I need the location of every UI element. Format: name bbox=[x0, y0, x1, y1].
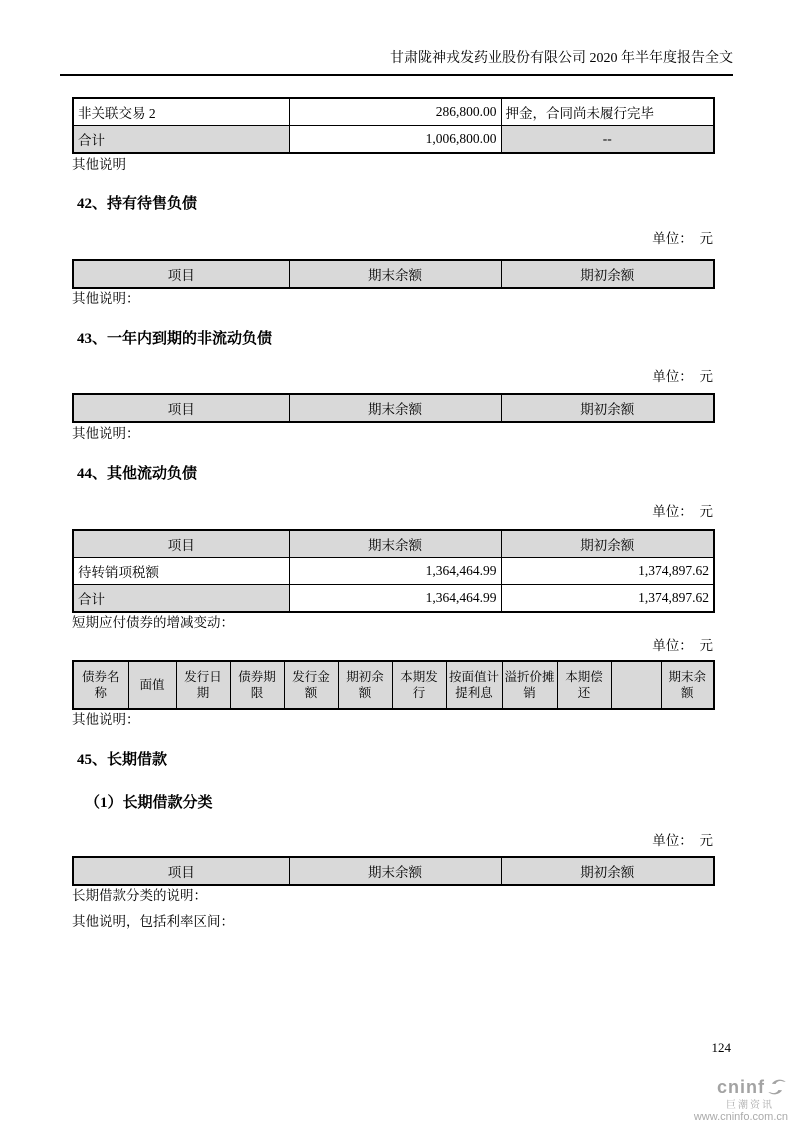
col-header-ending: 期末余额 bbox=[289, 530, 501, 558]
document-header bbox=[60, 51, 733, 76]
held-for-sale-liabilities-table bbox=[72, 259, 715, 289]
cninfo-logo-row bbox=[717, 1076, 788, 1098]
unit-label: 单位： 元 bbox=[652, 638, 713, 653]
footnote: 其他说明： bbox=[72, 291, 140, 306]
col-header-closing-balance: 期末余额 bbox=[661, 661, 714, 709]
table-row bbox=[73, 98, 714, 126]
section-43-heading: 43、一年内到期的非流动负债 bbox=[77, 331, 273, 347]
unit-label: 单位： 元 bbox=[652, 504, 713, 519]
bonds-intro: 短期应付债券的增减变动： bbox=[72, 615, 234, 630]
cninfo-url: www.cninfo.com.cn bbox=[693, 1111, 788, 1122]
cell-value: 286,800.00 bbox=[289, 98, 501, 126]
cell-label: 合计 bbox=[73, 126, 289, 154]
col-header-bond-name: 债券名称 bbox=[73, 661, 128, 709]
cell-label: 非关联交易 2 bbox=[73, 98, 289, 126]
col-header-item: 项目 bbox=[73, 530, 289, 558]
col-header-beginning: 期初余额 bbox=[501, 260, 714, 288]
cell-beginning: 1,374,897.62 bbox=[501, 585, 714, 613]
table-row-total bbox=[73, 585, 714, 613]
col-header-item: 项目 bbox=[73, 394, 289, 422]
col-header-face-value: 面值 bbox=[128, 661, 176, 709]
cninfo-chinese-name: 巨潮资讯 bbox=[726, 1100, 774, 1111]
col-header-item: 项目 bbox=[73, 857, 289, 885]
cell-item: 待转销项税额 bbox=[73, 558, 289, 585]
col-header-premium-amortization: 溢折价摊销 bbox=[502, 661, 557, 709]
table-header-row bbox=[73, 857, 714, 885]
cell-value: 1,006,800.00 bbox=[289, 126, 501, 154]
col-header-opening-balance: 期初余额 bbox=[338, 661, 392, 709]
col-header-issue-date: 发行日期 bbox=[176, 661, 230, 709]
col-header-beginning: 期初余额 bbox=[501, 394, 714, 422]
col-header-bond-term: 债券期限 bbox=[230, 661, 284, 709]
footnote: 其他说明： bbox=[72, 426, 140, 441]
col-header-beginning: 期初余额 bbox=[501, 857, 714, 885]
unit-label: 单位： 元 bbox=[652, 369, 713, 384]
footnote: 其他说明，包括利率区间： bbox=[72, 914, 234, 929]
footnote: 其他说明 bbox=[72, 157, 126, 172]
cell-beginning: 1,374,897.62 bbox=[501, 558, 714, 585]
noncurrent-liabilities-due-table bbox=[72, 393, 715, 423]
related-transactions-table bbox=[72, 97, 715, 154]
col-header-ending: 期末余额 bbox=[289, 394, 501, 422]
section-44-heading: 44、其他流动负债 bbox=[77, 466, 198, 482]
document-title: 甘肃陇神戎发药业股份有限公司 2020 年半年度报告全文 bbox=[390, 51, 733, 66]
table-row-total bbox=[73, 126, 714, 154]
col-header-ending: 期末余额 bbox=[289, 260, 501, 288]
cell-item: 合计 bbox=[73, 585, 289, 613]
other-current-liabilities-table bbox=[72, 529, 715, 613]
col-header-interest-at-face: 按面值计提利息 bbox=[446, 661, 502, 709]
cninfo-swirl-icon bbox=[766, 1076, 788, 1098]
cell-ending: 1,364,464.99 bbox=[289, 585, 501, 613]
cell-ending: 1,364,464.99 bbox=[289, 558, 501, 585]
col-header-empty bbox=[611, 661, 661, 709]
table-header-row bbox=[73, 530, 714, 558]
cell-note: 押金，合同尚未履行完毕 bbox=[501, 98, 714, 126]
col-header-current-issue: 本期发行 bbox=[392, 661, 446, 709]
footnote: 长期借款分类的说明： bbox=[72, 888, 207, 903]
page-number: 124 bbox=[711, 1040, 731, 1055]
table-row bbox=[73, 558, 714, 585]
unit-label: 单位： 元 bbox=[652, 833, 713, 848]
section-42-heading: 42、持有待售负债 bbox=[77, 196, 198, 212]
short-term-bonds-table bbox=[72, 660, 715, 710]
col-header-current-repayment: 本期偿还 bbox=[557, 661, 611, 709]
table-header-row bbox=[73, 260, 714, 288]
table-header-row bbox=[73, 661, 714, 709]
cell-note: -- bbox=[501, 126, 714, 154]
col-header-ending: 期末余额 bbox=[289, 857, 501, 885]
col-header-item: 项目 bbox=[73, 260, 289, 288]
col-header-issue-amount: 发行金额 bbox=[284, 661, 338, 709]
section-45-heading: 45、长期借款 bbox=[77, 752, 168, 768]
col-header-beginning: 期初余额 bbox=[501, 530, 714, 558]
cninfo-watermark bbox=[694, 1076, 788, 1122]
unit-label: 单位： 元 bbox=[652, 231, 713, 246]
table-header-row bbox=[73, 394, 714, 422]
footnote: 其他说明： bbox=[72, 712, 140, 727]
cninfo-brand-text: cninf bbox=[717, 1076, 765, 1097]
section-45-subheading: （1）长期借款分类 bbox=[85, 795, 213, 811]
long-term-loans-table bbox=[72, 856, 715, 886]
